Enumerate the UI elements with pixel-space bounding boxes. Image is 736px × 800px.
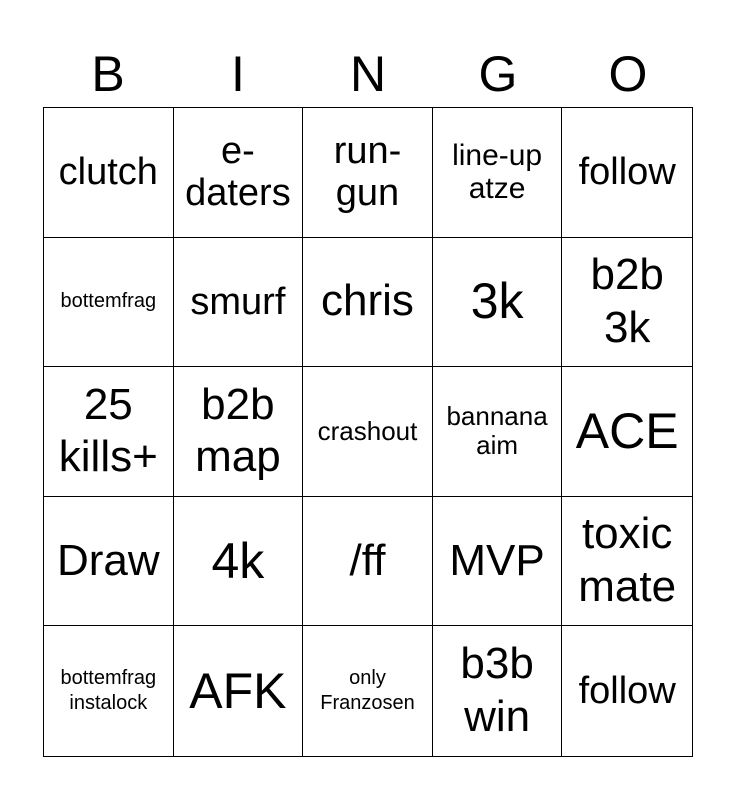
cell-text: ACE: [575, 402, 679, 459]
header-letter-n: N: [349, 46, 387, 102]
header-letter-g: G: [478, 46, 518, 102]
cell-text: bottemfrag: [60, 290, 157, 313]
bingo-header: [43, 42, 693, 106]
cell-text: b3b win: [460, 639, 534, 742]
header-letter-o: O: [608, 46, 648, 102]
bingo-cell-r3-c3[interactable]: [303, 367, 433, 497]
bingo-cell-r3-c2[interactable]: [174, 367, 304, 497]
bingo-cell-r4-c2[interactable]: [174, 497, 304, 627]
bingo-cell-r4-c3[interactable]: [303, 497, 433, 627]
cell-text: MVP: [449, 535, 545, 585]
bingo-cell-r1-c4[interactable]: [433, 108, 563, 238]
cell-text: e- daters: [185, 129, 291, 215]
cell-text: toxic mate: [578, 509, 677, 612]
cell-text: 4k: [211, 532, 265, 589]
bingo-cell-r3-c5[interactable]: [562, 367, 692, 497]
cell-text: run- gun: [333, 129, 402, 215]
cell-text: bottemfrag instalock: [60, 667, 157, 715]
bingo-cell-r3-c1[interactable]: [44, 367, 174, 497]
bingo-cell-r2-c2[interactable]: [174, 238, 304, 368]
bingo-cell-r3-c4[interactable]: [433, 367, 563, 497]
cell-text: smurf: [190, 280, 286, 323]
bingo-cell-r5-c4[interactable]: [433, 626, 563, 756]
cell-text: crashout: [317, 415, 418, 446]
bingo-cell-r1-c1[interactable]: [44, 108, 174, 238]
cell-text: Draw: [56, 535, 160, 585]
bingo-cell-r4-c1[interactable]: [44, 497, 174, 627]
bingo-cell-r4-c5[interactable]: [562, 497, 692, 627]
cell-text: AFK: [189, 662, 287, 719]
cell-text: /ff: [349, 535, 386, 585]
bingo-cell-r2-c1[interactable]: [44, 238, 174, 368]
header-letter-i: I: [231, 46, 245, 102]
cell-text: 3k: [470, 273, 524, 330]
bingo-cell-r2-c5[interactable]: [562, 238, 692, 368]
cell-text: b2b 3k: [590, 250, 664, 352]
bingo-cell-r5-c3[interactable]: [303, 626, 433, 756]
cell-text: clutch: [58, 151, 158, 194]
cell-text: follow: [578, 669, 676, 712]
cell-text: b2b map: [195, 379, 281, 482]
bingo-board: [43, 107, 693, 757]
cell-text: bannana aim: [446, 400, 548, 461]
bingo-cell-r1-c5[interactable]: [562, 108, 692, 238]
bingo-cell-r2-c4[interactable]: [433, 238, 563, 368]
bingo-cell-r1-c2[interactable]: [174, 108, 304, 238]
cell-text: follow: [578, 151, 676, 194]
bingo-cell-r2-c3[interactable]: [303, 238, 433, 368]
bingo-cell-r4-c4[interactable]: [433, 497, 563, 627]
cell-text: line-up atze: [452, 139, 543, 206]
bingo-cell-r1-c3[interactable]: [303, 108, 433, 238]
bingo-cell-r5-c2[interactable]: [174, 626, 304, 756]
cell-text: only Franzosen: [320, 667, 415, 715]
cell-text: 25 kills+: [58, 379, 158, 482]
bingo-cell-r5-c5[interactable]: [562, 626, 692, 756]
cell-text: chris: [321, 276, 414, 326]
header-letter-b: B: [91, 46, 125, 102]
bingo-cell-r5-c1[interactable]: [44, 626, 174, 756]
